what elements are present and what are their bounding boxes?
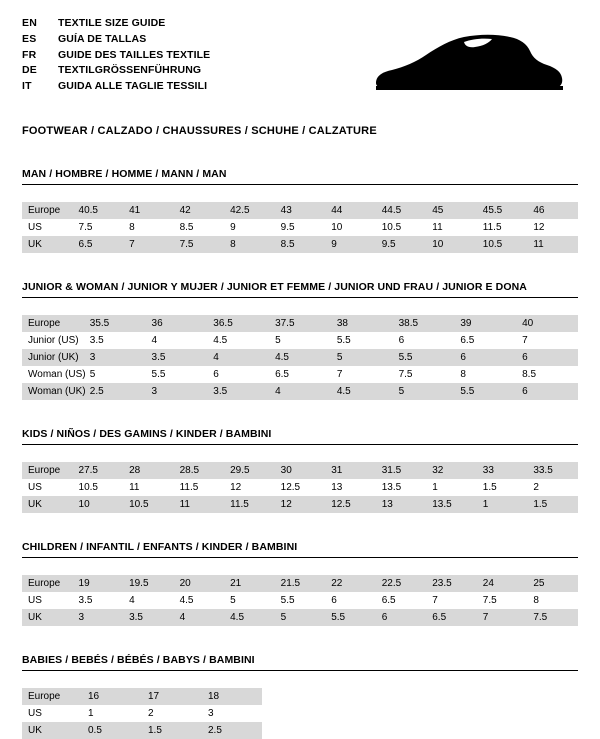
cell: 3.5 [89, 335, 104, 346]
cell: 6.5 [73, 236, 124, 253]
cell: 5 [275, 609, 326, 626]
row-label: UK [22, 722, 82, 739]
cell: 22 [325, 575, 376, 592]
cell: 22.5 [376, 575, 427, 592]
table-row [22, 496, 578, 513]
language-code: EN [22, 17, 37, 29]
cell: 7.5 [527, 609, 578, 626]
cell: 20 [174, 575, 225, 592]
group-heading: JUNIOR & WOMAN / JUNIOR Y MUJER / JUNIOR ET FEMME / JUNIOR UND FRAU / JUNIOR E DONA [22, 281, 578, 298]
cell: 6 [516, 383, 578, 400]
cell: 6.5 [381, 595, 396, 606]
row-label: UK [22, 609, 73, 626]
cell: 10 [426, 236, 477, 253]
cell: 7 [477, 609, 528, 626]
cell: 1.5 [527, 496, 578, 513]
cell: 10.5 [78, 482, 98, 493]
cell: 4 [207, 349, 269, 366]
cell: 8.5 [275, 236, 326, 253]
row-label: US [28, 708, 42, 719]
category-title: FOOTWEAR / CALZADO / CHAUSSURES / SCHUHE / CALZATURE [22, 125, 377, 137]
cell: 5 [275, 335, 281, 346]
language-row [22, 16, 210, 32]
cell: 8.5 [179, 222, 194, 233]
language-row [22, 79, 210, 95]
cell: 38 [331, 315, 393, 332]
cell: 4.5 [269, 349, 331, 366]
cell: 42 [174, 202, 225, 219]
cell: 7 [522, 335, 528, 346]
cell: 11 [174, 496, 225, 513]
cell: 31 [325, 462, 376, 479]
cell: 9 [230, 222, 236, 233]
table-row [22, 202, 578, 219]
cell: 5.5 [325, 609, 376, 626]
cell: 10.5 [123, 496, 174, 513]
language-title: GUIDE DES TAILLES TEXTILE [58, 48, 211, 61]
cell: 37.5 [269, 315, 331, 332]
size-table-children [22, 558, 578, 626]
cell: 35.5 [84, 315, 146, 332]
cell: 19.5 [123, 575, 174, 592]
cell: 27.5 [73, 462, 124, 479]
cell: 5 [393, 383, 455, 400]
cell: 4 [129, 595, 135, 606]
cell: 6 [398, 335, 405, 346]
cell: 6.5 [460, 335, 475, 346]
cell: 11.5 [179, 482, 199, 493]
cell: 10 [331, 222, 343, 233]
row-label: US [28, 222, 42, 233]
group-heading: BABIES / BEBÉS / BÉBÉS / BABYS / BAMBINI [22, 654, 578, 671]
table-row [22, 688, 262, 705]
cell: 11.5 [482, 222, 502, 233]
cell: 41 [123, 202, 174, 219]
language-title-list [22, 16, 210, 95]
cell: 40 [516, 315, 578, 332]
table-row [22, 315, 578, 332]
row-label: US [28, 482, 42, 493]
cell: 31.5 [376, 462, 427, 479]
group-kids [22, 428, 578, 513]
table-row [22, 366, 578, 383]
cell: 6.5 [426, 609, 477, 626]
group-junior-woman [22, 281, 578, 400]
cell: 6 [331, 595, 337, 606]
table-row [22, 236, 578, 253]
cell: 2.5 [84, 383, 146, 400]
cell: 40.5 [73, 202, 124, 219]
size-table-man [22, 185, 578, 253]
cell: 44 [325, 202, 376, 219]
size-table-junior-woman [22, 298, 578, 400]
cell: 25 [527, 575, 578, 592]
table-spacer [22, 558, 578, 575]
table-row [22, 479, 578, 496]
size-table-babies [22, 671, 262, 739]
row-label: Junior (UK) [22, 349, 84, 366]
cell: 7.5 [78, 222, 93, 233]
cell: 9.5 [376, 236, 427, 253]
document-header [22, 16, 578, 108]
language-title: TEXTILE SIZE GUIDE [58, 17, 166, 29]
cell: 23.5 [426, 575, 477, 592]
cell: 3.5 [78, 595, 93, 606]
cell: 4.5 [331, 383, 393, 400]
table-spacer [22, 185, 578, 202]
cell: 6 [376, 609, 427, 626]
cell: 12 [275, 496, 326, 513]
table-row [22, 462, 578, 479]
cell: 6 [213, 369, 219, 380]
cell: 2.5 [202, 722, 262, 739]
row-label: Europe [22, 315, 84, 332]
cell: 8.5 [522, 369, 537, 380]
cell: 1 [477, 496, 528, 513]
cell: 7 [432, 595, 438, 606]
cell: 3 [208, 708, 214, 719]
cell: 2 [148, 708, 154, 719]
size-table-kids [22, 445, 578, 513]
cell: 1.5 [482, 482, 497, 493]
cell: 5 [89, 369, 96, 380]
table-row [22, 705, 262, 722]
row-label: Woman (UK) [22, 383, 84, 400]
dress-shoe-icon [368, 28, 568, 102]
cell: 33 [477, 462, 528, 479]
cell: 5 [230, 595, 236, 606]
cell: 9 [325, 236, 376, 253]
cell: 36.5 [207, 315, 269, 332]
group-heading: KIDS / NIÑOS / DES GAMINS / KINDER / BAMBINI [22, 428, 578, 445]
cell: 11 [432, 222, 443, 233]
cell: 10 [73, 496, 124, 513]
cell: 8 [533, 595, 539, 606]
cell: 3 [146, 383, 208, 400]
group-heading: CHILDREN / INFANTIL / ENFANTS / KINDER / BAMBINI [22, 541, 578, 558]
table-row [22, 575, 578, 592]
cell: 12.5 [280, 482, 301, 493]
cell: 21 [224, 575, 275, 592]
cell: 6 [516, 349, 578, 366]
group-children [22, 541, 578, 626]
cell: 11 [129, 482, 140, 493]
cell: 3.5 [146, 349, 208, 366]
cell: 6 [454, 349, 516, 366]
cell: 3.5 [207, 383, 269, 400]
table-row [22, 349, 578, 366]
cell: 13 [376, 496, 427, 513]
cell: 12.5 [325, 496, 376, 513]
table-row [22, 609, 578, 626]
row-label: Woman (US) [28, 369, 86, 380]
cell: 13.5 [426, 496, 477, 513]
cell: 5.5 [454, 383, 516, 400]
cell: 3 [84, 349, 146, 366]
cell: 1 [88, 708, 94, 719]
cell: 8 [460, 369, 466, 380]
cell: 9.5 [280, 222, 295, 233]
cell: 2 [533, 482, 539, 493]
cell: 7.5 [398, 369, 413, 380]
language-code: IT [22, 80, 32, 93]
row-label: UK [22, 236, 73, 253]
cell: 28.5 [174, 462, 225, 479]
cell: 45.5 [477, 202, 528, 219]
cell: 3 [73, 609, 124, 626]
cell: 7 [336, 369, 343, 380]
cell: 10.5 [381, 222, 402, 233]
language-code: ES [22, 32, 37, 45]
table-spacer [22, 298, 578, 315]
cell: 24 [477, 575, 528, 592]
cell: 1 [432, 482, 438, 493]
cell: 6.5 [275, 369, 289, 380]
table-row [22, 722, 262, 739]
cell: 16 [82, 688, 142, 705]
cell: 4.5 [213, 335, 228, 346]
row-label: Europe [22, 202, 73, 219]
cell: 11 [527, 236, 578, 253]
cell: 19 [73, 575, 124, 592]
cell: 46 [527, 202, 578, 219]
cell: 45 [426, 202, 477, 219]
table-row [22, 219, 578, 236]
cell: 5.5 [151, 369, 166, 380]
language-title: GUIDA ALLE TAGLIE TESSILI [58, 80, 208, 93]
cell: 4 [269, 383, 331, 400]
cell: 43 [275, 202, 326, 219]
cell: 32 [426, 462, 477, 479]
cell: 4.5 [224, 609, 275, 626]
cell: 39 [454, 315, 516, 332]
language-row [22, 63, 210, 79]
cell: 29.5 [224, 462, 275, 479]
cell: 18 [202, 688, 262, 705]
language-title: GUÍA DE TALLAS [58, 32, 147, 45]
cell: 5.5 [280, 595, 295, 606]
cell: 1.5 [142, 722, 202, 739]
table-row [22, 383, 578, 400]
cell: 4 [151, 335, 158, 346]
cell: 33.5 [527, 462, 578, 479]
cell: 12 [533, 222, 545, 233]
table-row [22, 592, 578, 609]
language-row [22, 32, 210, 48]
row-label: Junior (US) [28, 335, 79, 346]
cell: 7 [123, 236, 174, 253]
cell: 0.5 [82, 722, 142, 739]
cell: 21.5 [275, 575, 326, 592]
cell: 5.5 [393, 349, 455, 366]
row-label: US [28, 595, 42, 606]
cell: 4.5 [179, 595, 194, 606]
cell: 11.5 [224, 496, 275, 513]
cell: 30 [275, 462, 326, 479]
cell: 3.5 [123, 609, 174, 626]
cell: 7.5 [174, 236, 225, 253]
cell: 13.5 [381, 482, 402, 493]
cell: 13 [331, 482, 343, 493]
cell: 44.5 [376, 202, 427, 219]
group-babies [22, 654, 578, 739]
row-label: Europe [22, 688, 82, 705]
cell: 8 [129, 222, 135, 233]
cell: 5.5 [336, 335, 351, 346]
language-title: TEXTILGRÖSSENFÜHRUNG [58, 64, 202, 77]
cell: 8 [224, 236, 275, 253]
table-spacer [22, 671, 262, 688]
cell: 7.5 [482, 595, 497, 606]
language-row [22, 48, 210, 64]
cell: 38.5 [393, 315, 455, 332]
language-code: DE [22, 64, 37, 77]
table-row [22, 332, 578, 349]
language-code: FR [22, 48, 37, 61]
cell: 4 [174, 609, 225, 626]
cell: 42.5 [224, 202, 275, 219]
cell: 17 [142, 688, 202, 705]
cell: 5 [331, 349, 393, 366]
group-man [22, 168, 578, 253]
row-label: UK [22, 496, 73, 513]
cell: 28 [123, 462, 174, 479]
cell: 12 [230, 482, 242, 493]
row-label: Europe [22, 575, 73, 592]
table-spacer [22, 445, 578, 462]
row-label: Europe [22, 462, 73, 479]
group-heading: MAN / HOMBRE / HOMME / MANN / MAN [22, 168, 578, 185]
cell: 36 [146, 315, 208, 332]
cell: 10.5 [477, 236, 528, 253]
